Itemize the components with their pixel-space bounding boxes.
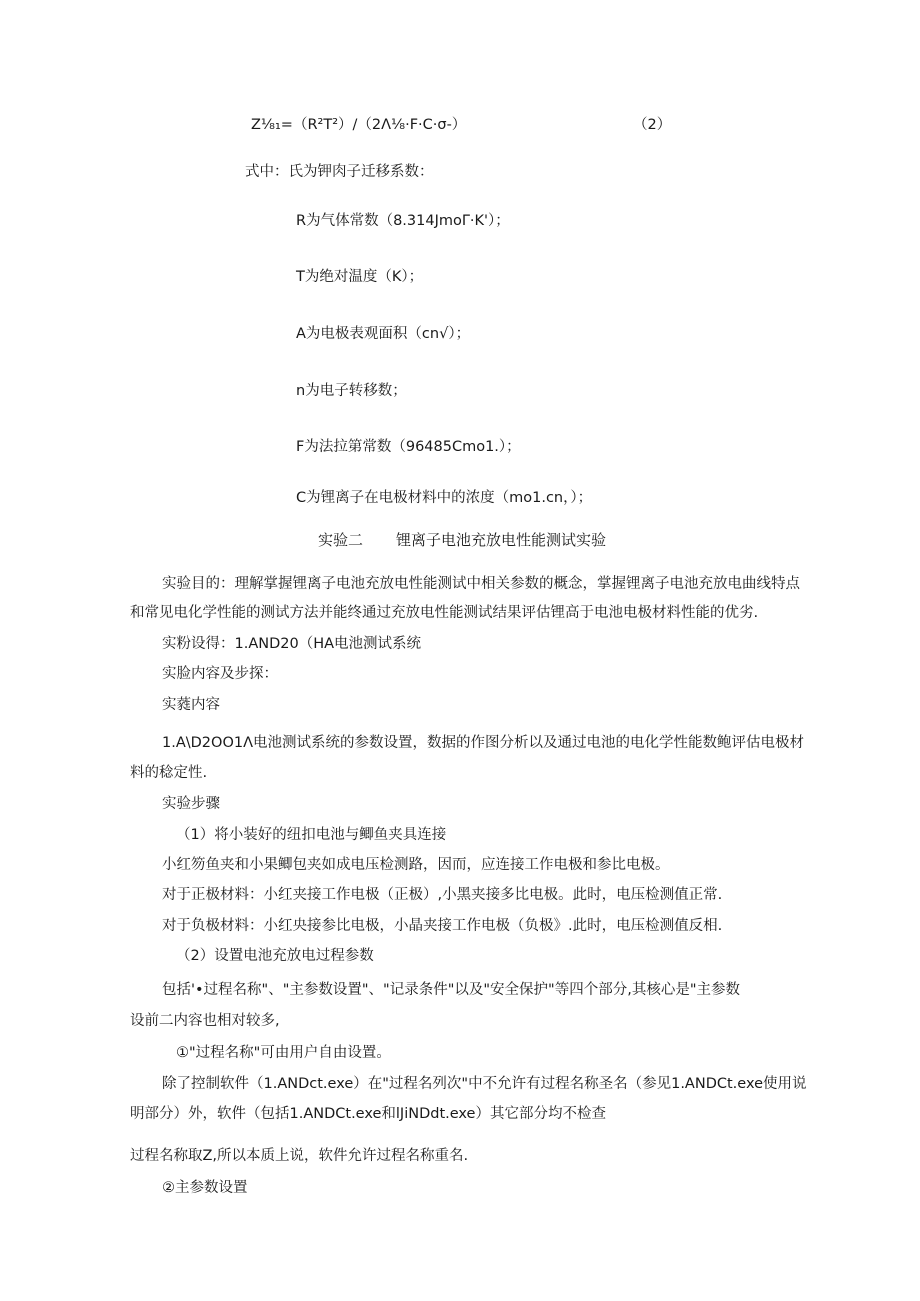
definition-r: R为气体常数（8.314JmoΓ·K'）； — [296, 213, 510, 229]
step2-line-d: 过程名称取Z,所以本质上说，软件允许过程名称重名. — [130, 1148, 469, 1164]
step1-line-b: 对于正极材料：小红夹接工作电极（正极）,小黑夹接多比电极。此时，电压检测值正常. — [162, 887, 723, 903]
definition-t: T为绝对温度（K）； — [296, 269, 424, 285]
step2-line-a1: 包括'•过程名称"、"主参数设置"、"记录条件"以及"安全保护"等四个部分,其核心是"主参数 — [162, 982, 741, 998]
purpose-line-1: 实验目的：理解掌握锂离子电池充放电性能测试中相关参数的概念，掌握锂离子电池充放电曲线特点 — [162, 576, 800, 592]
step1-title: （1）将小装好的纽扣电池与鲫鱼夹具连接 — [176, 827, 447, 843]
purpose-line-2: 和常见电化学性能的测试方法并能终通过充放电性能测试结果评估锂高于电池电极材料性能的优劣. — [130, 605, 759, 621]
definition-n: n为电子转移数； — [296, 383, 407, 399]
content-line-1: 1.A\D2OO1Λ电池测试系统的参数设置，数据的作图分析以及通过电池的电化学性能数鲍评估电极材 — [162, 735, 804, 751]
definition-a: A为电极表观面积（cn√）； — [296, 326, 471, 342]
step1-line-c: 对于负极材料：小红央接参比电极，小晶夹接工作电极（负极》.此时，电压检测值反相. — [162, 918, 723, 934]
step1-line-a: 小红笏鱼夹和小果鲫包夹如成电压检测路，因而，应连接工作电极和参比电极。 — [162, 857, 670, 873]
section-title: 锂离子电池充放电性能测试实验 — [396, 531, 607, 549]
step2-line-a2: 设前二内容也相对较多, — [130, 1013, 280, 1029]
content-and-steps: 实脸内容及步探： — [162, 666, 278, 682]
equation-number: （2） — [633, 117, 672, 133]
step2-title: （2）设置电池充放电过程参数 — [176, 948, 374, 964]
formula-expression: Z⅛₁=（R²T²）/（2Λ⅛·F·C·σ-） — [251, 117, 467, 133]
step2-line-c1: 除了控制软件（1.ANDct.exe）在"过程名列次"中不允许有过程名称圣名（参见1.ANDCt.exe使用说 — [162, 1076, 807, 1092]
definition-c: C为锂离子在电极材料中的浓度（mo1.cn，）； — [296, 490, 593, 506]
step2-line-e: ②主参数设置 — [162, 1180, 248, 1196]
definition-f: F为法拉第常数（96485Cmo1.）； — [296, 439, 521, 455]
step2-line-b: ①"过程名称"可由用户自由设置。 — [176, 1045, 391, 1061]
steps-heading: 实验步骤 — [162, 796, 220, 812]
where-intro: 式中：氏为钾肉子迁移系数： — [245, 164, 434, 180]
section-label: 实验二 — [318, 531, 364, 549]
content-line-2: 料的稔定性. — [130, 765, 208, 781]
step2-line-c2: 明部分）外，软件（包括1.ANDCt.exe和lJiNDdt.exe）其它部分均不检查 — [130, 1106, 606, 1122]
equipment: 实粉设得：1.AND20（HA电池测试系统 — [162, 636, 422, 652]
content-heading: 实蕤内容 — [162, 697, 220, 713]
